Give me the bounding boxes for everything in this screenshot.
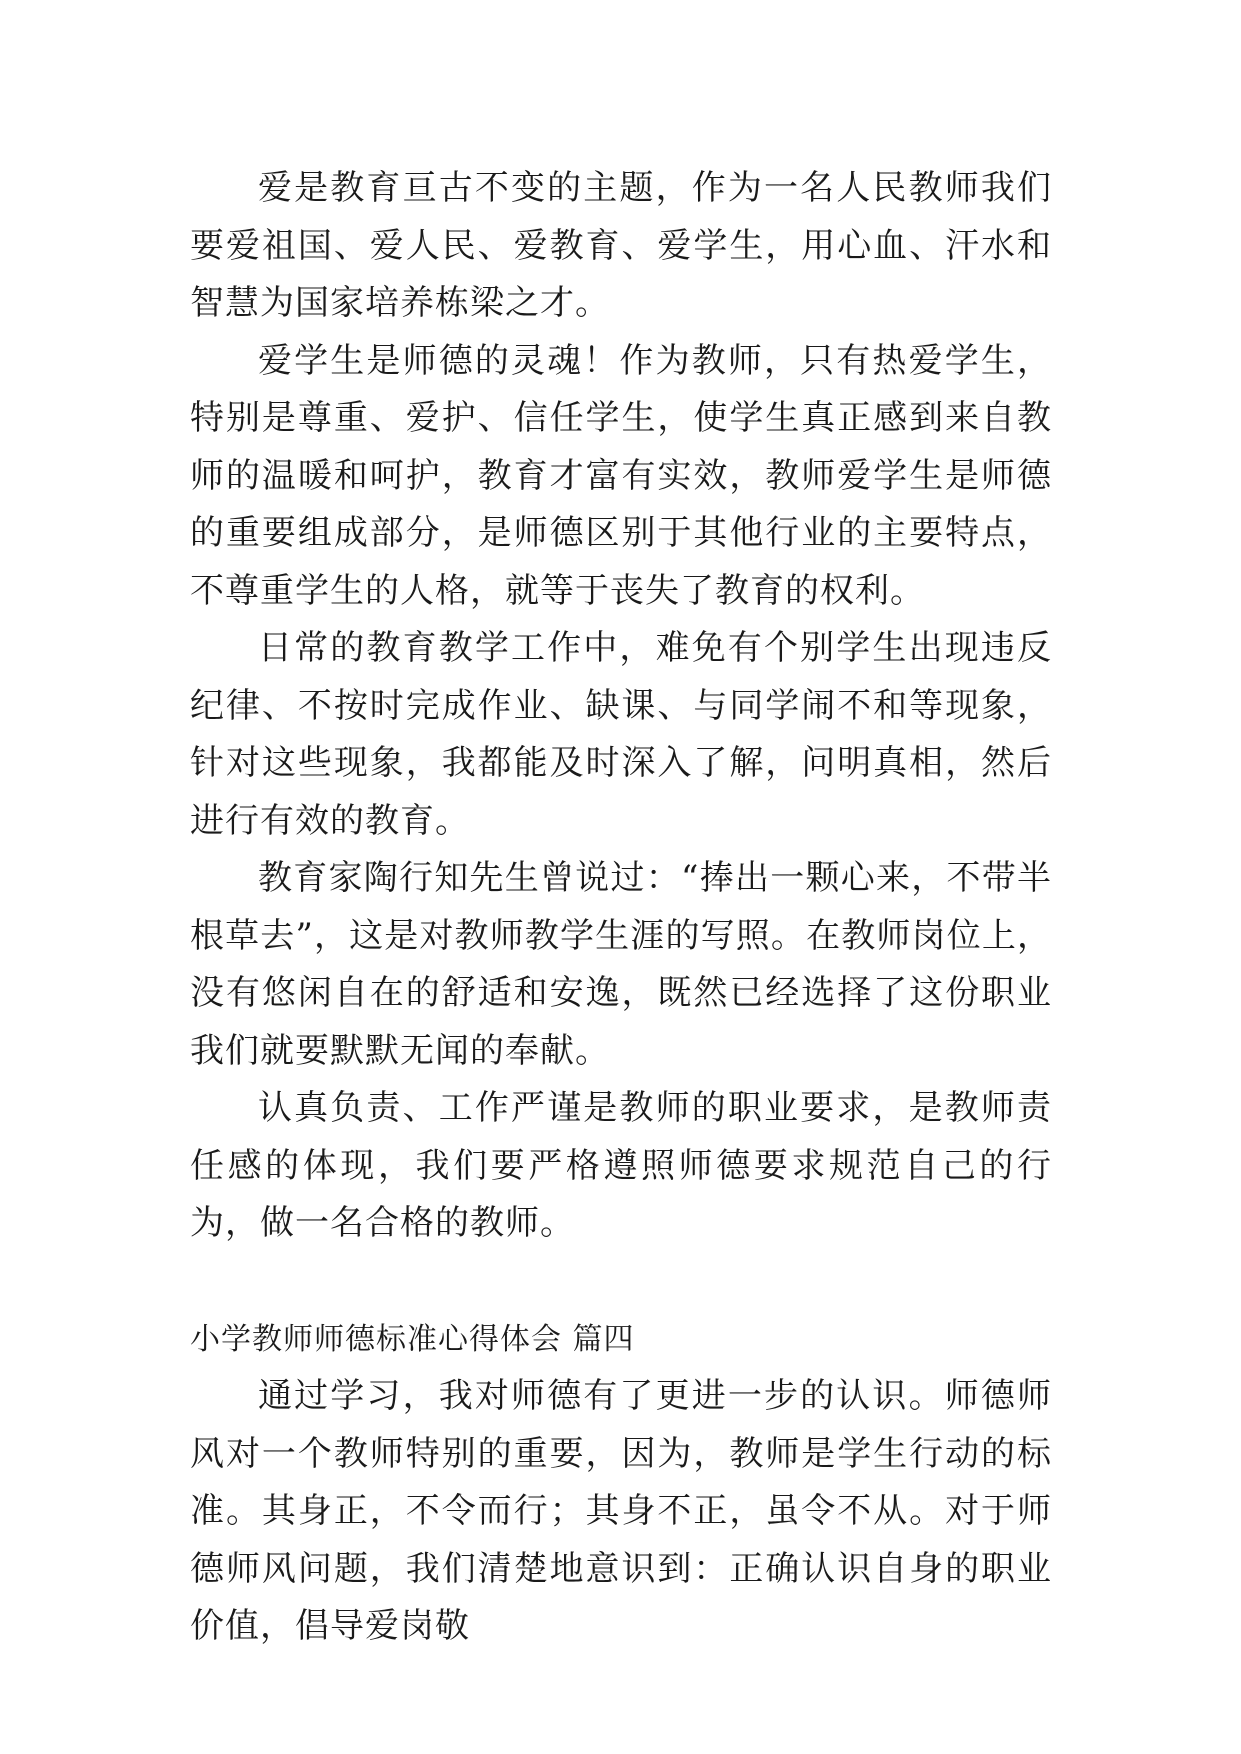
section-spacer [190,1253,1052,1311]
paragraph-study-reflection: 通过学习，我对师德有了更进一步的认识。师德师风对一个教师特别的重要，因为，教师是学生行动的标准。其身正，不令而行；其身不正，虽令不从。对于师德师风问题，我们清楚地意识到：正确认识自身的职业价值，倡导爱岗敬 [190,1376,1052,1646]
paragraph-responsibility: 认真负责、工作严谨是教师的职业要求，是教师责任感的体现，我们要严格遵照师德要求规范自己的行为，做一名合格的教师。 [190,1088,1052,1243]
paragraph-love-students: 爱学生是师德的灵魂！作为教师，只有热爱学生，特别是尊重、爱护、信任学生，使学生真正感到来自教师的温暖和呵护，教育才富有实效，教师爱学生是师德的重要组成部分，是师德区别于其他行业的主要特点，不尊重学生的人格，就等于丧失了教育的权利。 [190,340,1052,611]
paragraph-daily-teaching: 日常的教育教学工作中，难免有个别学生出现违反纪律、不按时完成作业、缺课、与同学闹不和等现象，针对这些现象，我都能及时深入了解，问明真相，然后进行有效的教育。 [190,628,1052,841]
section-heading: 小学教师师德标准心得体会 篇四 [190,1321,635,1357]
paragraph-love-education: 爱是教育亘古不变的主题，作为一名人民教师我们要爱祖国、爱人民、爱教育、爱学生，用心血、汗水和智慧为国家培养栋梁之才。 [190,168,1052,323]
document-body [190,160,1052,1656]
paragraph-tao-xingzhi-quote: 教育家陶行知先生曾说过：“捧出一颗心来，不带半根草去”，这是对教师教学生涯的写照。在教师岗位上，没有悠闲自在的舒适和安逸，既然已经选择了这份职业我们就要默默无闻的奉献。 [190,858,1052,1071]
